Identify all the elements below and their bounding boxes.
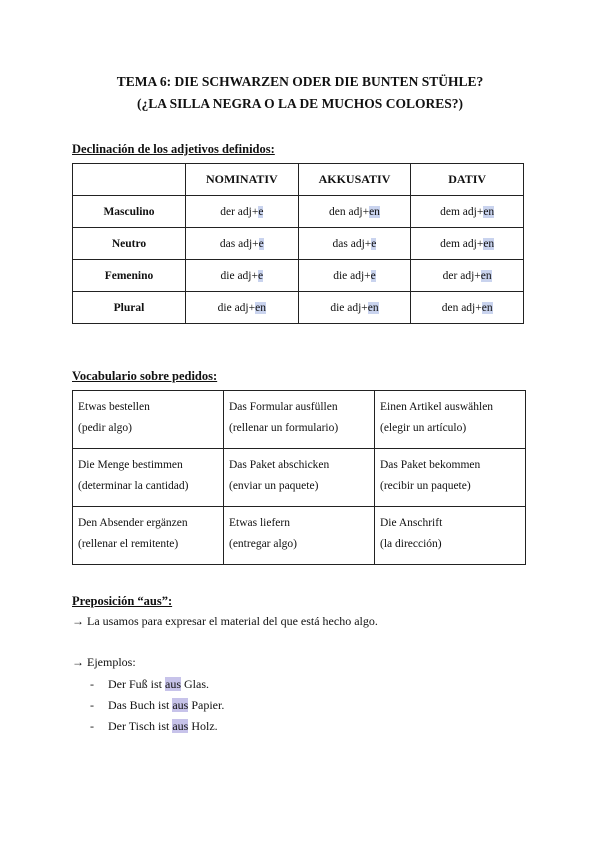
article-text: das adj+ xyxy=(219,237,259,250)
vocab-german: Das Paket abschicken xyxy=(229,459,330,471)
article-text: der adj+ xyxy=(442,269,481,282)
example-item xyxy=(90,674,224,695)
row-label-plural: Plural xyxy=(73,292,186,324)
list-dash: - xyxy=(90,719,94,733)
declension-cell xyxy=(411,196,524,228)
vocab-german: Den Absender ergänzen xyxy=(78,517,188,529)
title-german: TEMA 6: DIE SCHWARZEN ODER DIE BUNTEN STÜHLE? xyxy=(116,74,484,89)
ending-highlight: en xyxy=(369,205,380,218)
declension-row-neutro xyxy=(73,228,524,260)
ending-highlight: en xyxy=(480,269,492,282)
vocabulary-heading: Vocabulario sobre pedidos: xyxy=(72,369,218,383)
ending-highlight: en xyxy=(483,205,495,218)
declension-table xyxy=(72,163,524,324)
vocab-german: Die Menge bestimmen xyxy=(78,459,183,471)
ending-highlight: en xyxy=(481,301,493,314)
aus-highlight: aus xyxy=(165,677,181,691)
article-text: die adj+ xyxy=(217,301,256,314)
declension-cell xyxy=(298,260,411,292)
vocab-german: Einen Artikel auswählen xyxy=(380,401,494,413)
vocabulary-cell xyxy=(224,391,375,449)
vocabulary-cell xyxy=(375,507,526,565)
row-label-neutro: Neutro xyxy=(73,228,186,260)
vocab-spanish: (enviar un paquete) xyxy=(229,480,319,492)
vocab-german: Die Anschrift xyxy=(380,517,443,529)
vocab-spanish: (pedir algo) xyxy=(78,422,132,434)
ending-highlight: e xyxy=(370,269,376,282)
article-text: dem adj+ xyxy=(440,237,484,250)
row-label-femenino: Femenino xyxy=(73,260,186,292)
examples-list xyxy=(90,674,224,737)
declension-row-masculino xyxy=(73,196,524,228)
column-header-dativ: DATIV xyxy=(411,164,524,196)
ending-highlight: en xyxy=(483,237,495,250)
declension-cell xyxy=(411,292,524,324)
vocabulary-row xyxy=(73,449,526,507)
declension-cell xyxy=(298,228,411,260)
vocab-german: Etwas bestellen xyxy=(78,401,150,413)
vocab-spanish: (la dirección) xyxy=(380,538,442,550)
vocab-spanish: (entregar algo) xyxy=(229,538,298,550)
declension-cell xyxy=(298,292,411,324)
declension-cell xyxy=(186,228,299,260)
example-item xyxy=(90,716,224,737)
vocabulary-cell xyxy=(73,449,224,507)
row-label-masculino: Masculino xyxy=(73,196,186,228)
vocabulary-row xyxy=(73,507,526,565)
examples-label: → Ejemplos: xyxy=(72,655,136,669)
list-dash: - xyxy=(90,677,94,691)
ending-highlight: en xyxy=(367,301,379,314)
article-text: dem adj+ xyxy=(440,205,484,218)
ending-highlight: en xyxy=(255,301,266,314)
example-text: Der Tisch ist xyxy=(108,719,173,733)
ending-highlight: e xyxy=(258,237,264,250)
aus-highlight: aus xyxy=(172,698,189,712)
declension-cell xyxy=(411,260,524,292)
vocabulary-cell xyxy=(224,507,375,565)
vocab-spanish: (recibir un paquete) xyxy=(380,480,471,492)
ending-highlight: e xyxy=(371,237,377,250)
preposition-usage: → La usamos para expresar el material del que está hecho algo. xyxy=(72,614,378,628)
declension-cell xyxy=(186,196,299,228)
example-text: Holz. xyxy=(188,719,218,733)
vocabulary-cell xyxy=(224,449,375,507)
article-text: den adj+ xyxy=(441,301,482,314)
vocab-spanish: (rellenar un formulario) xyxy=(229,422,339,434)
vocab-spanish: (determinar la cantidad) xyxy=(78,480,189,492)
preposition-heading: Preposición “aus”: xyxy=(72,594,173,608)
declension-row-femenino xyxy=(73,260,524,292)
aus-highlight: aus xyxy=(172,719,189,733)
declension-header-row xyxy=(73,164,524,196)
declension-corner-cell xyxy=(73,164,186,196)
declension-cell xyxy=(411,228,524,260)
article-text: den adj+ xyxy=(329,205,370,218)
example-text: Glas. xyxy=(181,677,209,691)
declension-cell xyxy=(298,196,411,228)
article-text: das adj+ xyxy=(332,237,372,250)
vocabulary-table xyxy=(72,390,526,565)
vocabulary-cell xyxy=(375,449,526,507)
title-spanish: (¿LA SILLA NEGRA O LA DE MUCHOS COLORES?) xyxy=(137,96,463,111)
example-text: Papier. xyxy=(188,698,225,712)
ending-highlight: e xyxy=(258,269,264,282)
declension-cell xyxy=(186,260,299,292)
example-text: Der Fuß ist xyxy=(108,677,165,691)
list-dash: - xyxy=(90,698,94,712)
vocabulary-cell xyxy=(73,507,224,565)
article-text: der adj+ xyxy=(220,205,259,218)
ending-highlight: e xyxy=(258,205,264,218)
example-text: Das Buch ist xyxy=(108,698,173,712)
vocab-german: Das Paket bekommen xyxy=(380,459,481,471)
vocab-german: Das Formular ausfüllen xyxy=(229,401,338,413)
declension-row-plural xyxy=(73,292,524,324)
example-item xyxy=(90,695,224,716)
vocab-german: Etwas liefern xyxy=(229,517,290,529)
column-header-akkusativ: AKKUSATIV xyxy=(298,164,411,196)
vocab-spanish: (rellenar el remitente) xyxy=(78,538,179,550)
vocab-spanish: (elegir un artículo) xyxy=(380,422,467,434)
declension-heading: Declinación de los adjetivos definidos: xyxy=(72,142,275,156)
article-text: die adj+ xyxy=(220,269,258,282)
vocabulary-row xyxy=(73,391,526,449)
article-text: die adj+ xyxy=(330,301,368,314)
column-header-nominativ: NOMINATIV xyxy=(186,164,299,196)
vocabulary-cell xyxy=(73,391,224,449)
declension-cell xyxy=(186,292,299,324)
vocabulary-cell xyxy=(375,391,526,449)
article-text: die adj+ xyxy=(333,269,371,282)
